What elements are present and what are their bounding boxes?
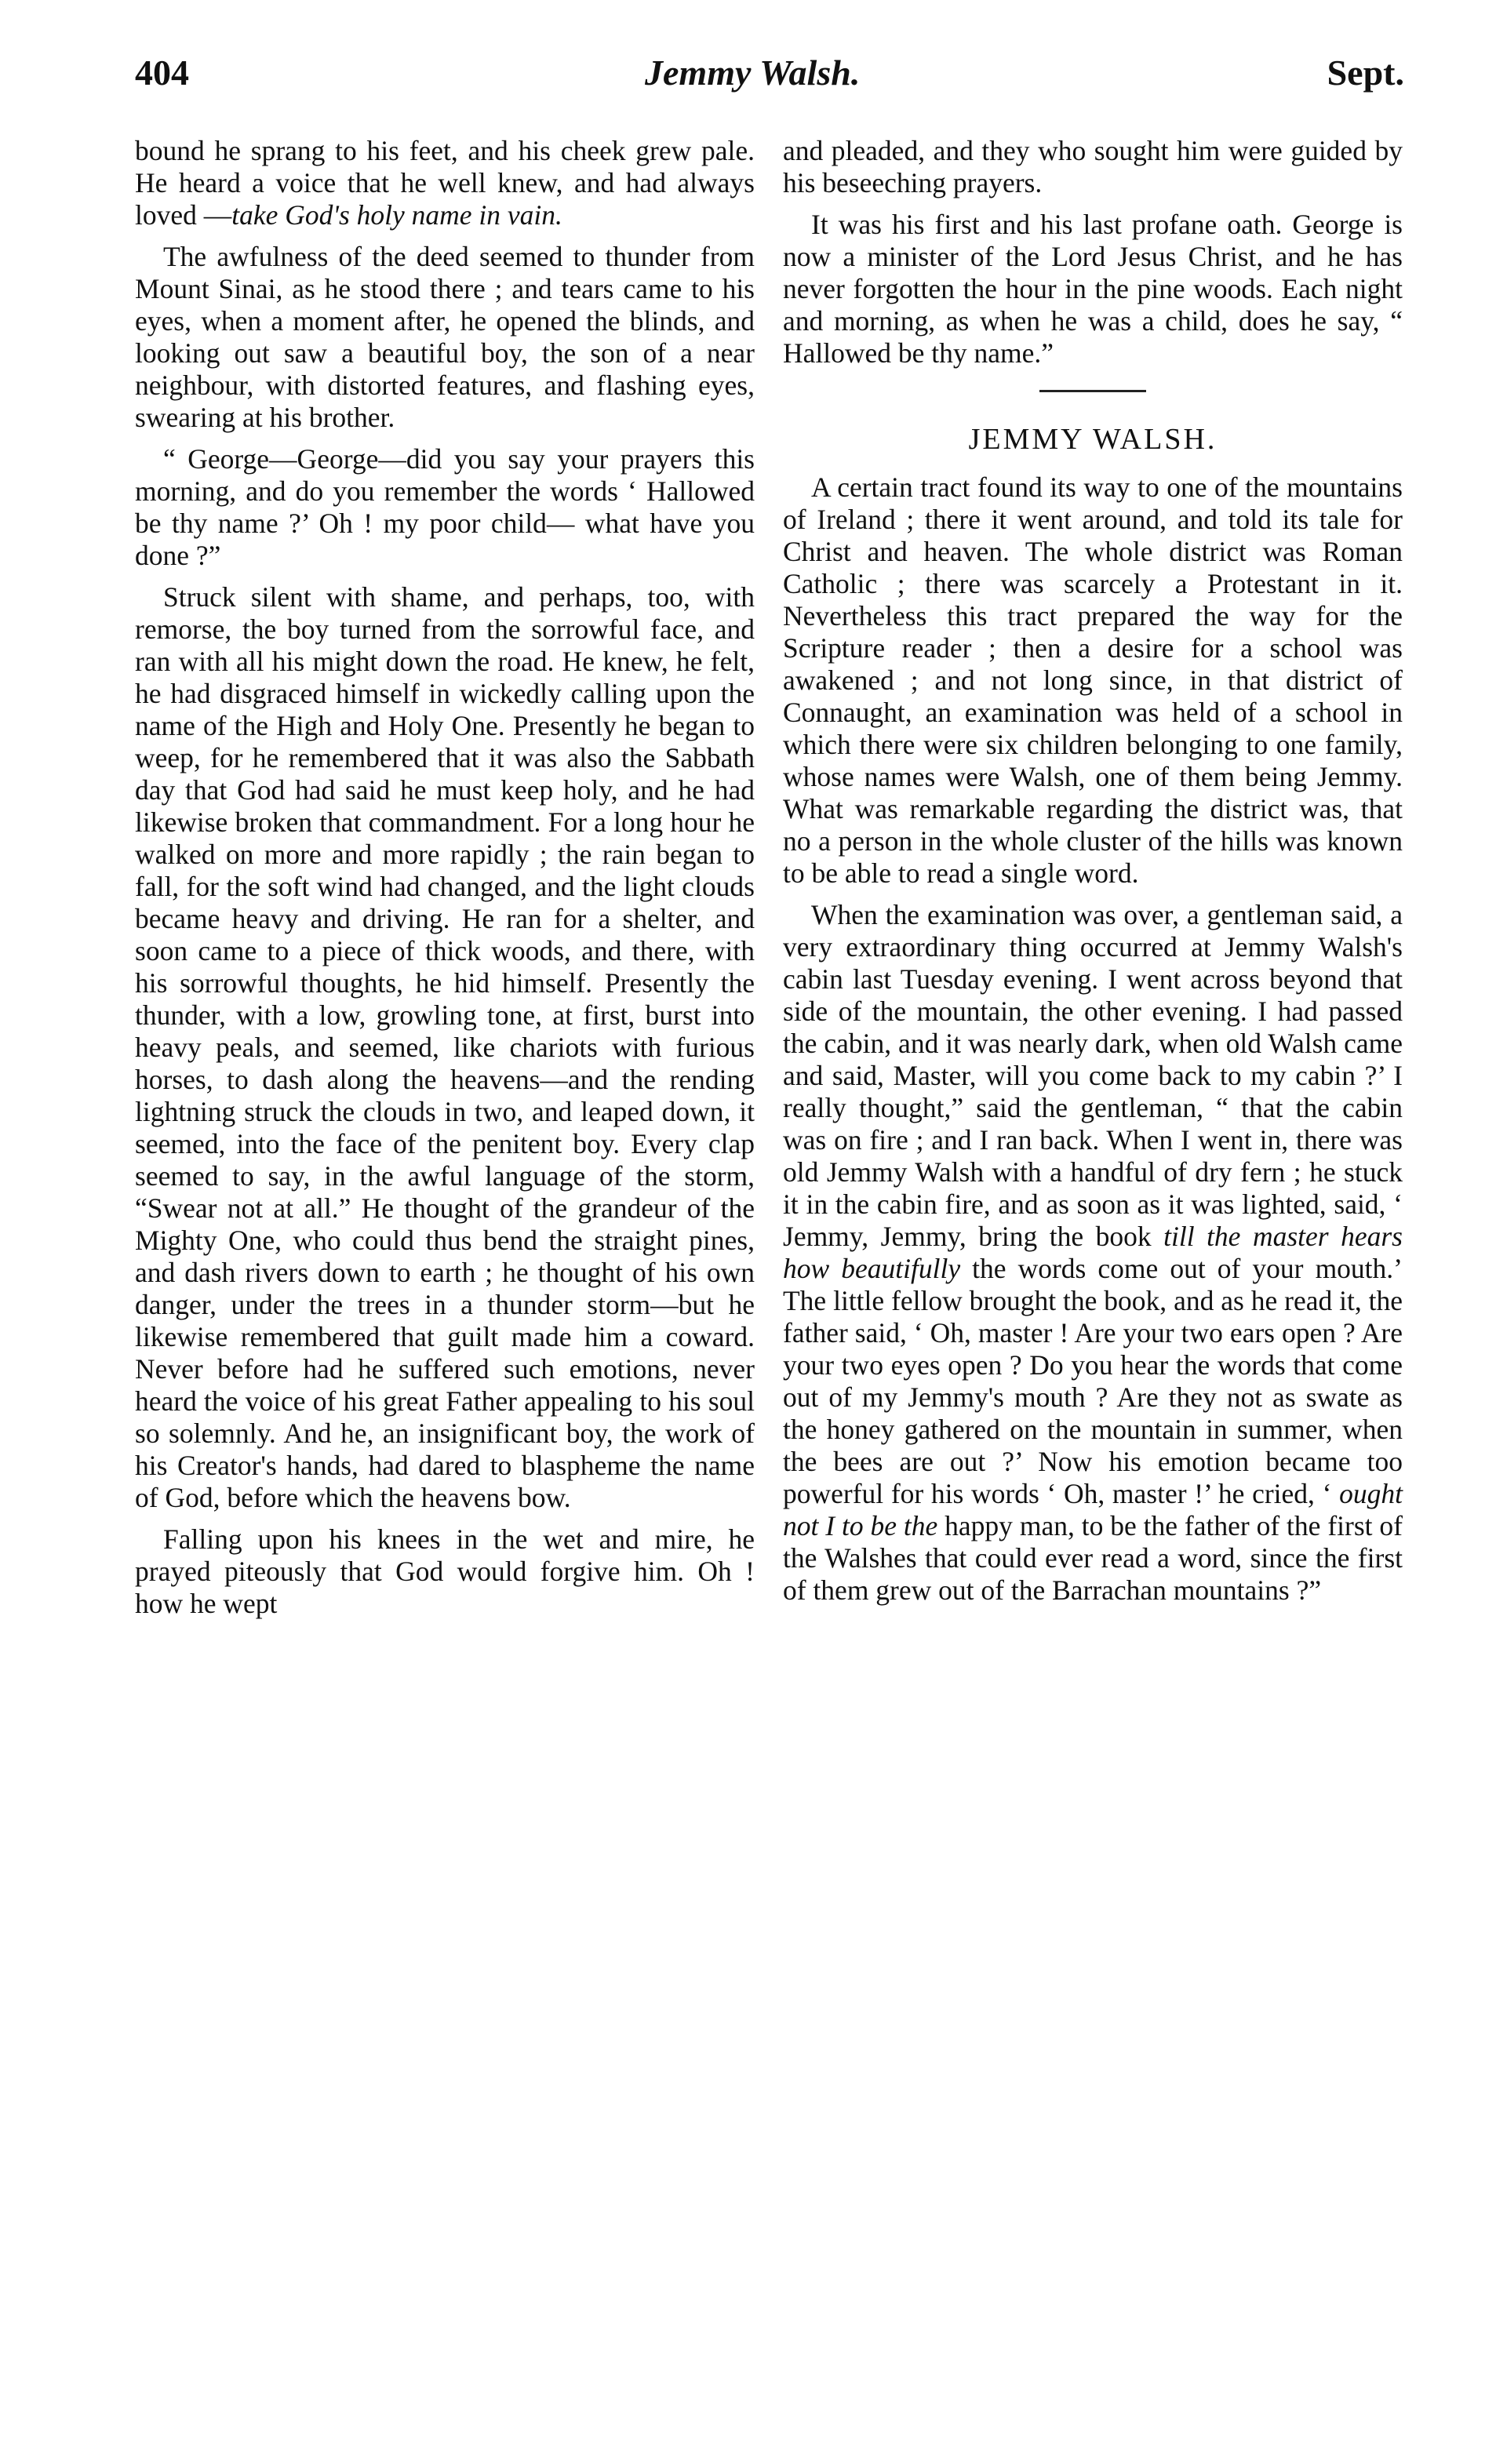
paragraph xyxy=(783,899,1403,1607)
right-column xyxy=(783,135,1403,1616)
running-title: Jemmy Walsh. xyxy=(645,53,861,93)
page-number: 404 xyxy=(135,53,189,93)
paragraph: The awfulness of the deed seemed to thunder from Mount Sinai, as he stood there ; and tears came to his eyes, when a moment after, he opened the blinds, and looking out saw a beautiful boy, the son of a near neighbour, with distorted features, and flashing eyes, swearing at his brother. xyxy=(135,241,755,433)
running-head xyxy=(135,52,1404,107)
italic-text: ought not I to be the xyxy=(783,1478,1403,1541)
italic-text: till the master hears how beautifully xyxy=(783,1221,1403,1284)
section-divider xyxy=(1039,390,1146,392)
paragraph: Struck silent with shame, and perhaps, too, with remorse, the boy turned from the sorrowful face, and ran with all his might down the road. He knew, he felt, he had disgraced himself in wickedly calling upon the name of the High and Holy One. Presently he began to weep, for he remembered that it was also the Sabbath day that God had said he must keep holy, and he had likewise broken that commandment. For a long hour he walked on more and more rapidly ; the rain began to fall, for the soft wind had changed, and the light clouds became heavy and driving. He ran for a shelter, and soon came to a piece of thick woods, and there, with his sorrowful thoughts, he hid himself. Presently the thunder, with a low, growling tone, at first, burst into heavy peals, and seemed, like chariots with furious horses, to dash along the heavens—and the rending lightning struck the clouds in two, and leaped down, it seemed, into the face of the penitent boy. Every clap seemed to say, in the awful language of the storm, “Swear not at all.” He thought of the grandeur of the Mighty One, who could thus bend the straight pines, and dash rivers down to earth ; he thought of his own danger, under the trees in a thunder storm—but he likewise remembered that guilt made him a coward. Never before had he suffered such emotions, never heard the voice of his great Father appealing to his soul so solemnly. And he, an insignificant boy, the work of his Creator's hands, had dared to blaspheme the name of God, before which the heavens bow. xyxy=(135,581,755,1513)
paragraph: and pleaded, and they who sought him were guided by his beseeching prayers. xyxy=(783,135,1403,198)
running-month: Sept. xyxy=(1327,53,1404,93)
left-column xyxy=(135,135,755,1629)
paragraph: Falling upon his knees in the wet and mire, he prayed piteously that God would forgive him. Oh ! how he wept xyxy=(135,1523,755,1619)
paragraph xyxy=(135,135,755,231)
paragraph-text: bound he sprang to his feet, and his cheek grew pale. He heard a voice that he well knew, and had always loved — xyxy=(135,135,755,231)
italic-text: take God's holy name in vain. xyxy=(231,199,562,231)
article-title: JEMMY WALSH. xyxy=(968,423,1218,456)
paragraph: “ George—George—did you say your prayers this morning, and do you remember the words ‘ Hallowed be thy name ?’ Oh ! my poor child— what have you done ?” xyxy=(135,443,755,571)
paragraph: A certain tract found its way to one of the mountains of Ireland ; there it went around, and told its tale for Christ and heaven. The whole district was Roman Catholic ; there was scarcely a Protestant in it. Nevertheless this tract prepared the way for the Scripture reader ; then a desire for a school was awakened ; and not long since, in that district of Connaught, an examination was held of a school in which there were six children belonging to one family, whose names were Walsh, one of them being Jemmy. What was remarkable regarding the district was, that no a person in the whole cluster of the hills was known to be able to read a single word. xyxy=(783,471,1403,889)
paragraph-text: happy man, to be the father of the first of the Walshes that could ever read a word, since the first of them grew out of the Barrachan mountains ?” xyxy=(783,1510,1403,1606)
paragraph-text: When the examination was over, a gentleman said, a very extraordinary thing occurred at Jemmy Walsh's cabin last Tuesday evening. I went across beyond that side of the mountain, the other evening. I had passed the cabin, and it was nearly dark, when old Walsh came and said, Master, will you come back to my cabin ?’ I really thought,” said the gentleman, “ that the cabin was on fire ; and I ran back. When I went in, there was old Jemmy Walsh with a handful of dry fern ; he stuck it in the cabin fire, and as soon as it was lighted, said, ‘ Jemmy, Jemmy, bring the book xyxy=(783,899,1403,1252)
paragraph-text: the words come out of your mouth.’ The little fellow brought the book, and as he read it, the father said, ‘ Oh, master ! Are your two ears open ? Are your two eyes open ? Do you hear the words that come out of my Jemmy's mouth ? Are they not as swate as the honey gathered on the mountain in summer, when the bees are out ?’ Now his emotion became too powerful for his words ‘ Oh, master !’ he cried, ‘ xyxy=(783,1253,1403,1509)
paragraph: It was his first and his last profane oath. George is now a minister of the Lord Jesus Christ, and he has never forgotten the hour in the pine woods. Each night and morning, as when he was a child, does he say, “ Hallowed be thy name.” xyxy=(783,209,1403,369)
